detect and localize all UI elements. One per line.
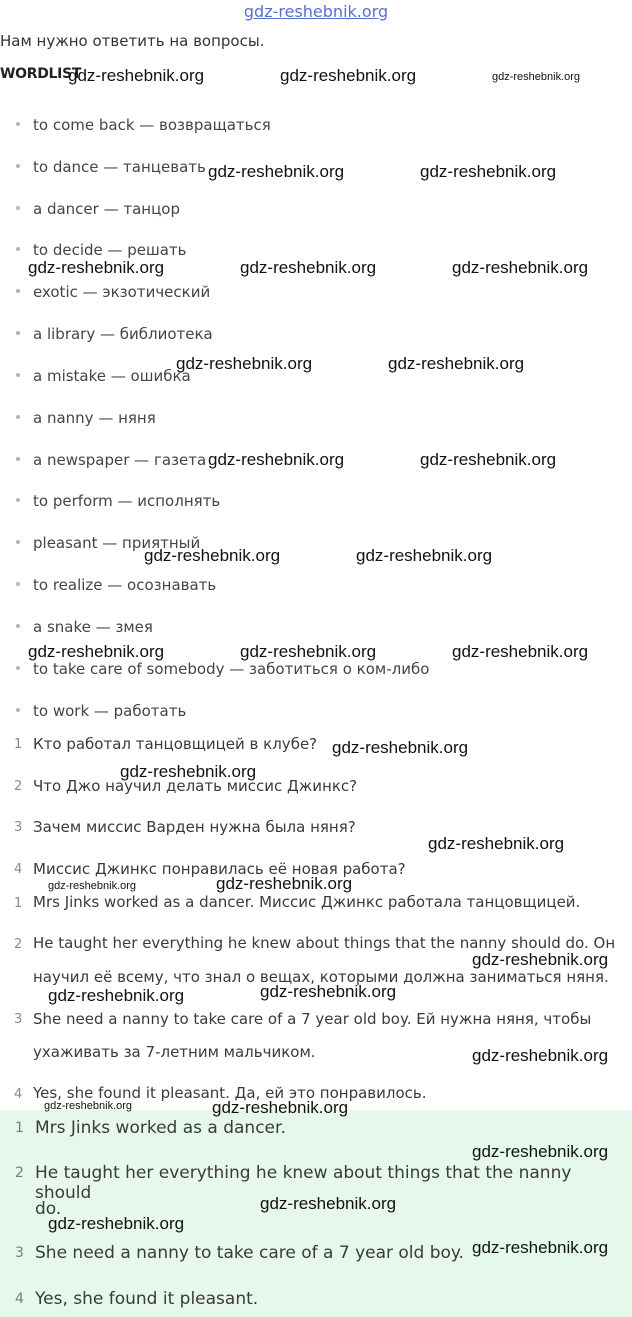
watermark: gdz-reshebnik.org bbox=[356, 546, 493, 565]
final-answer-number: 4 bbox=[15, 1291, 24, 1307]
list-item: a snake — змея bbox=[16, 618, 153, 636]
bullet-icon bbox=[16, 457, 20, 461]
watermark: gdz-reshebnik.org bbox=[240, 258, 377, 277]
bullet-icon bbox=[16, 373, 20, 377]
watermark: gdz-reshebnik.org bbox=[280, 66, 417, 85]
bullet-icon bbox=[16, 582, 20, 586]
question-number: 1 bbox=[14, 737, 23, 752]
answer-text: ухаживать за 7-летним мальчиком. bbox=[33, 1043, 316, 1061]
question-number: 3 bbox=[14, 820, 23, 835]
answer-text: научил её всему, что знал о вещах, которыми должна заниматься няня. bbox=[33, 968, 609, 986]
watermark: gdz-reshebnik.org bbox=[472, 1046, 609, 1065]
watermark: gdz-reshebnik.org bbox=[452, 258, 589, 277]
list-item: pleasant — приятный bbox=[16, 534, 200, 552]
bullet-icon bbox=[16, 331, 20, 335]
watermark: gdz-reshebnik.org bbox=[428, 834, 565, 853]
question-number: 4 bbox=[14, 862, 23, 877]
site-link[interactable]: gdz-reshebnik.org bbox=[243, 2, 389, 21]
list-item: a mistake — ошибка bbox=[16, 367, 191, 385]
bullet-icon bbox=[16, 164, 20, 168]
final-answer-number: 1 bbox=[15, 1120, 24, 1136]
watermark: gdz-reshebnik.org bbox=[260, 1194, 397, 1213]
bullet-icon bbox=[16, 289, 20, 293]
watermark: gdz-reshebnik.org bbox=[332, 738, 469, 757]
watermark: gdz-reshebnik.org bbox=[240, 642, 377, 661]
list-item: to come back — возвращаться bbox=[16, 116, 271, 134]
watermark: gdz-reshebnik.org bbox=[260, 982, 397, 1001]
list-item: to decide — решать bbox=[16, 241, 187, 259]
watermark: gdz-reshebnik.org bbox=[472, 1142, 609, 1161]
watermark: gdz-reshebnik.org bbox=[48, 986, 185, 1005]
watermark: gdz-reshebnik.org bbox=[120, 762, 257, 781]
answer-text: She need a nanny to take care of a 7 year old boy. Ей нужна няня, чтобы bbox=[33, 1010, 592, 1028]
list-item: to realize — осознавать bbox=[16, 576, 216, 594]
list-item: exotic — экзотический bbox=[16, 283, 210, 301]
watermark: gdz-reshebnik.org bbox=[212, 1098, 349, 1117]
list-item: to perform — исполнять bbox=[16, 492, 220, 510]
question-text: Кто работал танцовщицей в клубе? bbox=[33, 735, 318, 753]
answer-number: 3 bbox=[14, 1012, 23, 1027]
intro-text: Нам нужно ответить на вопросы. bbox=[0, 32, 265, 50]
bullet-icon bbox=[16, 540, 20, 544]
answer-text: Yes, she found it pleasant. Да, ей это понравилось. bbox=[33, 1084, 427, 1102]
question-text: Что Джо научил делать миссис Джинкс? bbox=[33, 777, 358, 795]
bullet-icon bbox=[16, 498, 20, 502]
watermark: gdz-reshebnik.org bbox=[44, 1100, 133, 1112]
watermark: gdz-reshebnik.org bbox=[472, 950, 609, 969]
watermark: gdz-reshebnik.org bbox=[208, 450, 345, 469]
bullet-icon bbox=[16, 122, 20, 126]
answer-number: 2 bbox=[14, 937, 23, 952]
answer-number: 1 bbox=[14, 896, 23, 911]
watermark: gdz-reshebnik.org bbox=[176, 354, 313, 373]
watermark: gdz-reshebnik.org bbox=[144, 546, 281, 565]
final-answer-text: Yes, she found it pleasant. bbox=[35, 1289, 259, 1309]
watermark: gdz-reshebnik.org bbox=[68, 66, 205, 85]
watermark: gdz-reshebnik.org bbox=[28, 642, 165, 661]
wordlist-title: WORDLIST bbox=[0, 66, 82, 82]
watermark: gdz-reshebnik.org bbox=[216, 874, 353, 893]
final-answer-text: She need a nanny to take care of a 7 year old boy. bbox=[35, 1243, 464, 1263]
answer-text: Mrs Jinks worked as a dancer. Миссис Джинкс работала танцовщицей. bbox=[33, 893, 581, 911]
answer-number: 4 bbox=[14, 1087, 23, 1102]
list-item: to take care of somebody — заботиться о ком-либо bbox=[16, 660, 429, 678]
bullet-icon bbox=[16, 247, 20, 251]
watermark: gdz-reshebnik.org bbox=[492, 71, 581, 83]
list-item: a dancer — танцор bbox=[16, 200, 180, 218]
list-item: a nanny — няня bbox=[16, 409, 156, 427]
question-text: Зачем миссис Варден нужна была няня? bbox=[33, 818, 356, 836]
bullet-icon bbox=[16, 206, 20, 210]
final-answer-number: 3 bbox=[15, 1245, 24, 1261]
watermark: gdz-reshebnik.org bbox=[420, 162, 557, 181]
watermark: gdz-reshebnik.org bbox=[208, 162, 345, 181]
watermark: gdz-reshebnik.org bbox=[420, 450, 557, 469]
list-item: a newspaper — газета bbox=[16, 451, 206, 469]
answer-text: He taught her everything he knew about things that the nanny should do. Он bbox=[33, 934, 616, 952]
watermark: gdz-reshebnik.org bbox=[472, 1238, 609, 1257]
final-answer-text: He taught her everything he knew about things that the nanny should bbox=[35, 1163, 572, 1203]
bullet-icon bbox=[16, 666, 20, 670]
final-answer-text: Mrs Jinks worked as a dancer. bbox=[35, 1118, 286, 1138]
list-item: to work — работать bbox=[16, 702, 186, 720]
watermark: gdz-reshebnik.org bbox=[452, 642, 589, 661]
question-number: 2 bbox=[14, 779, 23, 794]
watermark: gdz-reshebnik.org bbox=[48, 1214, 185, 1233]
bullet-icon bbox=[16, 415, 20, 419]
watermark: gdz-reshebnik.org bbox=[48, 880, 137, 892]
bullet-icon bbox=[16, 708, 20, 712]
final-answer-text: do. bbox=[35, 1199, 62, 1219]
list-item: a library — библиотека bbox=[16, 325, 213, 343]
watermark: gdz-reshebnik.org bbox=[28, 258, 165, 277]
bullet-icon bbox=[16, 624, 20, 628]
watermark: gdz-reshebnik.org bbox=[388, 354, 525, 373]
final-answer-number: 2 bbox=[15, 1165, 24, 1181]
question-text: Миссис Джинкс понравилась её новая работа? bbox=[33, 860, 406, 878]
list-item: to dance — танцевать bbox=[16, 158, 206, 176]
